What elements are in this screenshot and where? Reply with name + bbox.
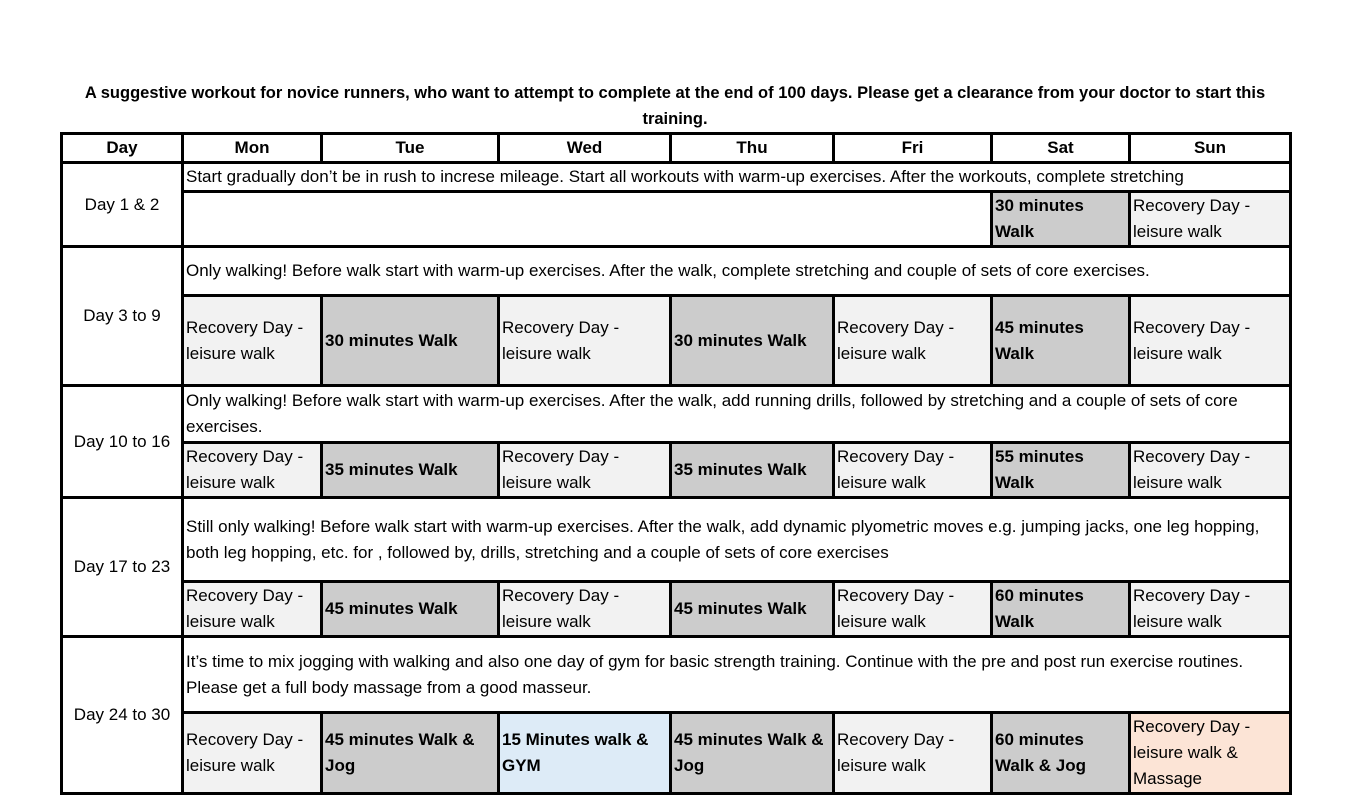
workout-cell-mon[interactable]: Recovery Day - leisure walk [183, 713, 322, 794]
workout-cell-tue[interactable]: 35 minutes Walk [322, 443, 499, 498]
workout-cell-sun[interactable]: Recovery Day - leisure walk [1130, 443, 1291, 498]
week-note-cell[interactable]: Only walking! Before walk start with warm-up exercises. After the walk, complete stretching and couple of sets of core exercises. [183, 247, 1291, 296]
header-sun[interactable]: Sun [1130, 134, 1291, 163]
table-row [62, 192, 1291, 247]
workout-cell-sat[interactable]: 30 minutes Walk [992, 192, 1130, 247]
week-note-cell[interactable]: Start gradually don’t be in rush to increse mileage. Start all workouts with warm-up exercises. After the workouts, complete stretching [183, 163, 1291, 192]
week-note-cell[interactable]: It’s time to mix jogging with walking and also one day of gym for basic strength training. Continue with the pre and post run exercise routines. Please get a full body massage from a good masseur. [183, 637, 1291, 713]
workout-cell-thu[interactable]: 45 minutes Walk [671, 582, 834, 637]
workout-cell-fri[interactable]: Recovery Day - leisure walk [834, 713, 992, 794]
workout-cell-mon[interactable]: Recovery Day - leisure walk [183, 443, 322, 498]
table-row [62, 247, 1291, 296]
table-row [62, 163, 1291, 192]
table-row [62, 296, 1291, 386]
day-range-cell[interactable]: Day 3 to 9 [62, 247, 183, 386]
day-range-cell[interactable]: Day 24 to 30 [62, 637, 183, 794]
workout-cell-sat[interactable]: 60 minutes Walk & Jog [992, 713, 1130, 794]
table-row [62, 713, 1291, 794]
workout-cell-sun[interactable]: Recovery Day - leisure walk [1130, 192, 1291, 247]
workout-cell-mon[interactable]: Recovery Day - leisure walk [183, 296, 322, 386]
workout-cell-wed[interactable]: 15 Minutes walk & GYM [499, 713, 671, 794]
workout-cell-sat[interactable]: 55 minutes Walk [992, 443, 1130, 498]
week-note-cell[interactable]: Only walking! Before walk start with warm-up exercises. After the walk, add running drills, followed by stretching and a couple of sets of core exercises. [183, 386, 1291, 443]
empty-cell[interactable] [183, 192, 992, 247]
workout-cell-fri[interactable]: Recovery Day - leisure walk [834, 582, 992, 637]
table-row [62, 498, 1291, 582]
header-thu[interactable]: Thu [671, 134, 834, 163]
workout-cell-tue[interactable]: 45 minutes Walk & Jog [322, 713, 499, 794]
workout-cell-fri[interactable]: Recovery Day - leisure walk [834, 296, 992, 386]
workout-cell-tue[interactable]: 45 minutes Walk [322, 582, 499, 637]
workout-cell-wed[interactable]: Recovery Day - leisure walk [499, 582, 671, 637]
table-row [62, 637, 1291, 713]
header-tue[interactable]: Tue [322, 134, 499, 163]
workout-cell-fri[interactable]: Recovery Day - leisure walk [834, 443, 992, 498]
workout-cell-thu[interactable]: 45 minutes Walk & Jog [671, 713, 834, 794]
workout-cell-sat[interactable]: 60 minutes Walk [992, 582, 1130, 637]
week-note-cell[interactable]: Still only walking! Before walk start with warm-up exercises. After the walk, add dynamic plyometric moves e.g. jumping jacks, one leg hopping, both leg hopping, etc. for , followed by, drills, stretching and a couple of sets of core exercises [183, 498, 1291, 582]
workout-cell-mon[interactable]: Recovery Day - leisure walk [183, 582, 322, 637]
training-schedule-table [60, 132, 1292, 795]
table-row [62, 386, 1291, 443]
header-day[interactable]: Day [62, 134, 183, 163]
day-range-cell[interactable]: Day 1 & 2 [62, 163, 183, 247]
workout-cell-sun[interactable]: Recovery Day - leisure walk & Massage [1130, 713, 1291, 794]
header-sat[interactable]: Sat [992, 134, 1130, 163]
workout-cell-tue[interactable]: 30 minutes Walk [322, 296, 499, 386]
header-fri[interactable]: Fri [834, 134, 992, 163]
workout-cell-sat[interactable]: 45 minutes Walk [992, 296, 1130, 386]
workout-cell-sun[interactable]: Recovery Day - leisure walk [1130, 296, 1291, 386]
workout-cell-wed[interactable]: Recovery Day - leisure walk [499, 296, 671, 386]
day-range-cell[interactable]: Day 17 to 23 [62, 498, 183, 637]
header-wed[interactable]: Wed [499, 134, 671, 163]
header-row [62, 134, 1291, 163]
workout-cell-sun[interactable]: Recovery Day - leisure walk [1130, 582, 1291, 637]
day-range-cell[interactable]: Day 10 to 16 [62, 386, 183, 498]
sheet-title: A suggestive workout for novice runners, who want to attempt to complete at the end of 100 days. Please get a clearance from your doctor to start this training. [84, 84, 1266, 128]
table-row [62, 443, 1291, 498]
workout-cell-wed[interactable]: Recovery Day - leisure walk [499, 443, 671, 498]
table-row [62, 582, 1291, 637]
workout-cell-thu[interactable]: 35 minutes Walk [671, 443, 834, 498]
header-mon[interactable]: Mon [183, 134, 322, 163]
workout-cell-thu[interactable]: 30 minutes Walk [671, 296, 834, 386]
